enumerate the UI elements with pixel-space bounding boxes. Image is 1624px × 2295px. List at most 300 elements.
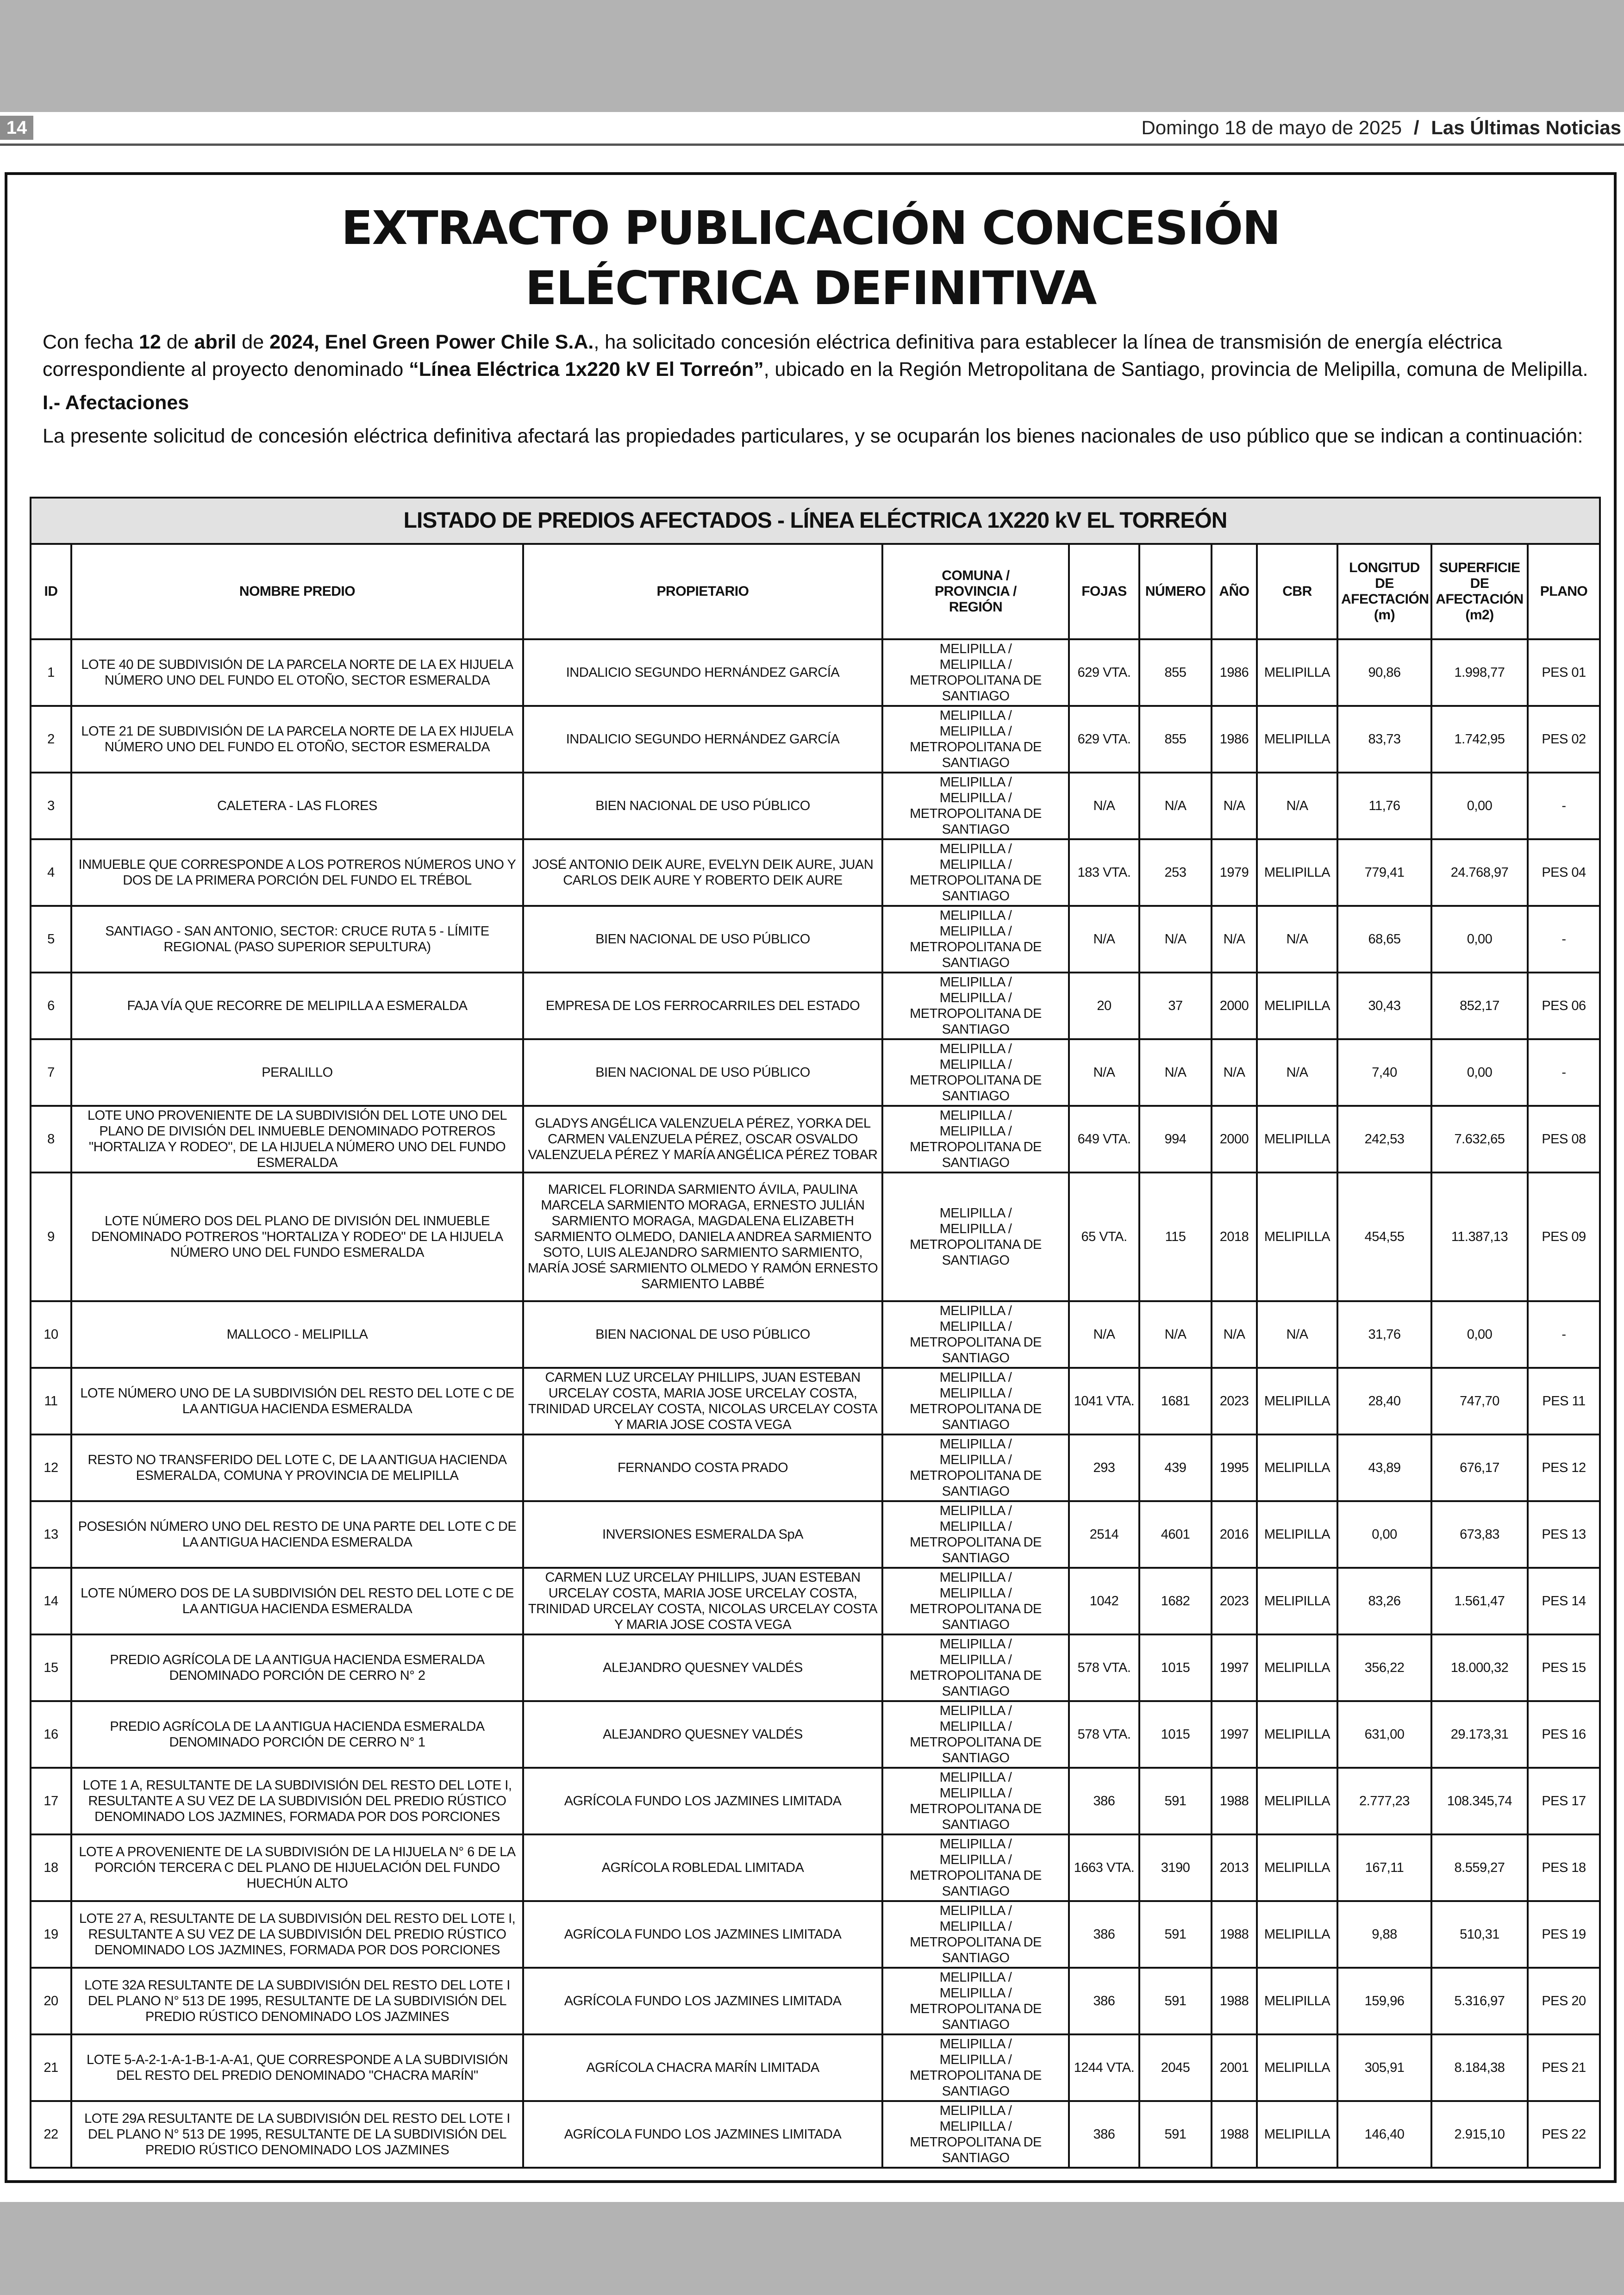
table-header-row — [31, 544, 1600, 639]
cell-plano: PES 20 — [1528, 1968, 1600, 2034]
cell-superficie: 5.316,97 — [1431, 1968, 1528, 2034]
cell-cbr: MELIPILLA — [1257, 1634, 1337, 1701]
cell-plano: PES 16 — [1528, 1701, 1600, 1768]
cell-fojas: 2514 — [1069, 1501, 1139, 1568]
cell-longitud: 167,11 — [1337, 1834, 1431, 1901]
region-line: METROPOLITANA DE SANTIAGO — [910, 740, 1042, 770]
region-line: MELIPILLA / — [939, 1057, 1012, 1072]
cell-nombre: INMUEBLE QUE CORRESPONDE A LOS POTREROS NÚMEROS UNO Y DOS DE LA PRIMERA PORCIÓN DEL FUNDO EL TRÉBOL — [71, 839, 523, 906]
col-plano: PLANO — [1528, 544, 1600, 639]
cell-cbr: MELIPILLA — [1257, 639, 1337, 706]
cell-nombre: LOTE NÚMERO DOS DEL PLANO DE DIVISIÓN DEL INMUEBLE DENOMINADO POTREROS "HORTALIZA Y RODEO" DE LA HIJUELA NÚMERO UNO DEL FUNDO ESMERALDA — [71, 1172, 523, 1301]
cell-id: 13 — [31, 1501, 71, 1568]
cell-plano: - — [1528, 1039, 1600, 1106]
region-line: MELIPILLA / — [939, 1453, 1012, 1467]
cell-superficie: 8.559,27 — [1431, 1834, 1528, 1901]
table-row — [31, 1834, 1600, 1901]
region-line: MELIPILLA / — [939, 1437, 1012, 1452]
cell-plano: PES 08 — [1528, 1106, 1600, 1172]
cell-superficie: 1.561,47 — [1431, 1568, 1528, 1634]
region-line: MELIPILLA / — [939, 1303, 1012, 1318]
intro-text: Con fecha — [43, 331, 139, 353]
cell-id: 20 — [31, 1968, 71, 2034]
table-row — [31, 1106, 1600, 1172]
table-row — [31, 1701, 1600, 1768]
cell-propietario: BIEN NACIONAL DE USO PÚBLICO — [523, 1039, 882, 1106]
cell-numero: 3190 — [1139, 1834, 1212, 1901]
region-line: METROPOLITANA DE SANTIAGO — [910, 1935, 1042, 1965]
cell-propietario: CARMEN LUZ URCELAY PHILLIPS, JUAN ESTEBAN URCELAY COSTA, MARIA JOSE URCELAY COSTA, TRINIDAD URCELAY COSTA, NICOLAS URCELAY COSTA Y MARIA JOSE COSTA VEGA — [523, 1368, 882, 1434]
cell-id: 3 — [31, 773, 71, 839]
cell-fojas: 629 VTA. — [1069, 706, 1139, 773]
intro-project: “Línea Eléctrica 1x220 kV El Torreón” — [409, 358, 764, 380]
intro-paragraph — [43, 329, 1589, 383]
cell-superficie: 8.184,38 — [1431, 2034, 1528, 2101]
cell-cbr: MELIPILLA — [1257, 706, 1337, 773]
cell-region — [882, 906, 1069, 973]
cell-nombre: LOTE 40 DE SUBDIVISIÓN DE LA PARCELA NORTE DE LA EX HIJUELA NÚMERO UNO DEL FUNDO EL OTOÑO, SECTOR ESMERALDA — [71, 639, 523, 706]
cell-fojas: 1041 VTA. — [1069, 1368, 1139, 1434]
cell-longitud: 356,22 — [1337, 1634, 1431, 1701]
cell-superficie: 1.742,95 — [1431, 706, 1528, 773]
region-line: MELIPILLA / — [939, 1653, 1012, 1667]
cell-region — [882, 1039, 1069, 1106]
cell-superficie: 0,00 — [1431, 1039, 1528, 1106]
region-line: MELIPILLA / — [939, 2037, 1012, 2052]
affected-properties-table-wrap — [30, 497, 1599, 2169]
cell-fojas: 386 — [1069, 1768, 1139, 1834]
cell-superficie: 676,17 — [1431, 1434, 1528, 1501]
cell-propietario: INVERSIONES ESMERALDA SpA — [523, 1501, 882, 1568]
cell-longitud: 90,86 — [1337, 639, 1431, 706]
region-line: MELIPILLA / — [939, 708, 1012, 723]
cell-region — [882, 1768, 1069, 1834]
cell-region — [882, 2034, 1069, 2101]
cell-plano: PES 06 — [1528, 973, 1600, 1039]
region-line: MELIPILLA / — [939, 857, 1012, 872]
cell-anio: 1988 — [1212, 1768, 1257, 1834]
cell-anio: 2000 — [1212, 1106, 1257, 1172]
cell-nombre: LOTE 1 A, RESULTANTE DE LA SUBDIVISIÓN DEL RESTO DEL LOTE I, RESULTANTE A SU VEZ DE LA SUBDIVISIÓN DEL PREDIO RÚSTICO DENOMINADO LOS JAZMINES, FORMADA POR DOS PORCIONES — [71, 1768, 523, 1834]
cell-id: 9 — [31, 1172, 71, 1301]
cell-cbr: N/A — [1257, 1301, 1337, 1368]
cell-plano: PES 02 — [1528, 706, 1600, 773]
cell-id: 4 — [31, 839, 71, 906]
cell-nombre: RESTO NO TRANSFERIDO DEL LOTE C, DE LA ANTIGUA HACIENDA ESMERALDA, COMUNA Y PROVINCIA DE MELIPILLA — [71, 1434, 523, 1501]
region-line: MELIPILLA / — [939, 791, 1012, 805]
cell-anio: N/A — [1212, 906, 1257, 973]
cell-fojas: 386 — [1069, 1968, 1139, 2034]
cell-longitud: 83,73 — [1337, 706, 1431, 773]
cell-longitud: 242,53 — [1337, 1106, 1431, 1172]
cell-cbr: N/A — [1257, 773, 1337, 839]
cell-fojas: 1244 VTA. — [1069, 2034, 1139, 2101]
cell-propietario: CARMEN LUZ URCELAY PHILLIPS, JUAN ESTEBAN URCELAY COSTA, MARIA JOSE URCELAY COSTA, TRINIDAD URCELAY COSTA, NICOLAS URCELAY COSTA Y MARIA JOSE COSTA VEGA — [523, 1568, 882, 1634]
region-line: MELIPILLA / — [939, 1770, 1012, 1785]
cell-longitud: 30,43 — [1337, 973, 1431, 1039]
cell-superficie: 7.632,65 — [1431, 1106, 1528, 1172]
region-line: MELIPILLA / — [939, 1041, 1012, 1056]
cell-cbr: MELIPILLA — [1257, 1568, 1337, 1634]
cell-id: 14 — [31, 1568, 71, 1634]
cell-numero: 1015 — [1139, 1634, 1212, 1701]
cell-superficie: 852,17 — [1431, 973, 1528, 1039]
cell-anio: 2001 — [1212, 2034, 1257, 2101]
region-line: MELIPILLA / — [939, 2119, 1012, 2134]
cell-anio: 2018 — [1212, 1172, 1257, 1301]
region-line: MELIPILLA / — [939, 1370, 1012, 1385]
cell-plano: PES 14 — [1528, 1568, 1600, 1634]
cell-longitud: 305,91 — [1337, 2034, 1431, 2101]
table-row — [31, 1434, 1600, 1501]
cell-superficie: 673,83 — [1431, 1501, 1528, 1568]
cell-nombre: PREDIO AGRÍCOLA DE LA ANTIGUA HACIENDA ESMERALDA DENOMINADO PORCIÓN DE CERRO N° 1 — [71, 1701, 523, 1768]
cell-numero: 855 — [1139, 706, 1212, 773]
intro-text: , ha solicitado concesión eléctrica definitiva para establecer la línea de transmisión de energía eléctrica correspondiente al proyecto denominado — [43, 331, 1502, 380]
cell-region — [882, 973, 1069, 1039]
region-line: MELIPILLA / — [939, 1108, 1012, 1123]
cell-propietario: AGRÍCOLA FUNDO LOS JAZMINES LIMITADA — [523, 1901, 882, 1968]
table-row — [31, 1901, 1600, 1968]
intro-text: , ubicado en la Región Metropolitana de Santiago, provincia de Melipilla, comuna de Melipilla. — [763, 358, 1588, 380]
cell-plano: PES 22 — [1528, 2101, 1600, 2168]
cell-propietario: BIEN NACIONAL DE USO PÚBLICO — [523, 773, 882, 839]
region-line: MELIPILLA / — [939, 908, 1012, 923]
cell-longitud: 28,40 — [1337, 1368, 1431, 1434]
region-line: MELIPILLA / — [939, 1986, 1012, 2001]
region-line: MELIPILLA / — [939, 924, 1012, 939]
region-line: MELIPILLA / — [939, 1519, 1012, 1534]
cell-nombre: FAJA VÍA QUE RECORRE DE MELIPILLA A ESMERALDA — [71, 973, 523, 1039]
cell-anio: 1986 — [1212, 706, 1257, 773]
table-row — [31, 1568, 1600, 1634]
cell-id: 15 — [31, 1634, 71, 1701]
cell-propietario: ALEJANDRO QUESNEY VALDÉS — [523, 1701, 882, 1768]
cell-id: 17 — [31, 1768, 71, 1834]
cell-cbr: N/A — [1257, 1039, 1337, 1106]
cell-anio: N/A — [1212, 773, 1257, 839]
cell-superficie: 0,00 — [1431, 773, 1528, 839]
cell-fojas: 649 VTA. — [1069, 1106, 1139, 1172]
region-line: MELIPILLA / — [939, 2052, 1012, 2067]
cell-nombre: SANTIAGO - SAN ANTONIO, SECTOR: CRUCE RUTA 5 - LÍMITE REGIONAL (PASO SUPERIOR SEPULTURA) — [71, 906, 523, 973]
cell-propietario: AGRÍCOLA FUNDO LOS JAZMINES LIMITADA — [523, 1768, 882, 1834]
cell-region — [882, 1568, 1069, 1634]
col-id: ID — [31, 544, 71, 639]
affected-properties-table — [30, 497, 1601, 2169]
cell-id: 18 — [31, 1834, 71, 1901]
cell-numero: 855 — [1139, 639, 1212, 706]
cell-superficie: 1.998,77 — [1431, 639, 1528, 706]
region-line: MELIPILLA / — [939, 1503, 1012, 1518]
cell-plano: - — [1528, 906, 1600, 973]
region-line: MELIPILLA / — [939, 1903, 1012, 1918]
table-row — [31, 906, 1600, 973]
cell-propietario: JOSÉ ANTONIO DEIK AURE, EVELYN DEIK AURE, JUAN CARLOS DEIK AURE Y ROBERTO DEIK AURE — [523, 839, 882, 906]
cell-superficie: 747,70 — [1431, 1368, 1528, 1434]
cell-propietario: AGRÍCOLA ROBLEDAL LIMITADA — [523, 1834, 882, 1901]
cell-region — [882, 2101, 1069, 2168]
cell-plano: PES 11 — [1528, 1368, 1600, 1434]
cell-nombre: LOTE 21 DE SUBDIVISIÓN DE LA PARCELA NORTE DE LA EX HIJUELA NÚMERO UNO DEL FUNDO EL OTOÑO, SECTOR ESMERALDA — [71, 706, 523, 773]
cell-cbr: N/A — [1257, 906, 1337, 973]
notice-title-line-1: EXTRACTO PUBLICACIÓN CONCESIÓN — [341, 201, 1280, 255]
region-line: MELIPILLA / — [939, 724, 1012, 739]
table-row — [31, 1039, 1600, 1106]
table-row — [31, 1634, 1600, 1701]
cell-propietario: INDALICIO SEGUNDO HERNÁNDEZ GARCÍA — [523, 639, 882, 706]
cell-nombre: PREDIO AGRÍCOLA DE LA ANTIGUA HACIENDA ESMERALDA DENOMINADO PORCIÓN DE CERRO N° 2 — [71, 1634, 523, 1701]
region-line: METROPOLITANA DE SANTIAGO — [910, 1073, 1042, 1104]
region-line: METROPOLITANA DE SANTIAGO — [910, 1602, 1042, 1632]
cell-anio: 1979 — [1212, 839, 1257, 906]
cell-region — [882, 1172, 1069, 1301]
cell-superficie: 11.387,13 — [1431, 1172, 1528, 1301]
col-anio: AÑO — [1212, 544, 1257, 639]
cell-propietario: GLADYS ANGÉLICA VALENZUELA PÉREZ, YORKA DEL CARMEN VALENZUELA PÉREZ, OSCAR OSVALDO VALENZUELA PÉREZ Y MARÍA ANGÉLICA PÉREZ TOBAR — [523, 1106, 882, 1172]
region-line: MELIPILLA / — [939, 1719, 1012, 1734]
cell-longitud: 779,41 — [1337, 839, 1431, 906]
cell-longitud: 631,00 — [1337, 1701, 1431, 1768]
region-line: MELIPILLA / — [939, 991, 1012, 1005]
cell-superficie: 18.000,32 — [1431, 1634, 1528, 1701]
cell-fojas: 578 VTA. — [1069, 1634, 1139, 1701]
notice-title — [7, 198, 1614, 318]
notice-intro — [43, 329, 1589, 450]
cell-cbr: MELIPILLA — [1257, 1172, 1337, 1301]
cell-id: 2 — [31, 706, 71, 773]
region-line: METROPOLITANA DE SANTIAGO — [910, 940, 1042, 970]
table-row — [31, 1501, 1600, 1568]
cell-numero: 253 — [1139, 839, 1212, 906]
intro-company: Enel Green Power Chile S.A. — [325, 331, 594, 353]
intro-text — [319, 331, 325, 353]
cell-cbr: MELIPILLA — [1257, 1106, 1337, 1172]
cell-id: 12 — [31, 1434, 71, 1501]
region-line: MELIPILLA / — [939, 1222, 1012, 1236]
header-rule — [0, 143, 1624, 146]
cell-region — [882, 839, 1069, 906]
cell-plano: PES 09 — [1528, 1172, 1600, 1301]
cell-plano: PES 17 — [1528, 1768, 1600, 1834]
cell-superficie: 108.345,74 — [1431, 1768, 1528, 1834]
cell-numero: N/A — [1139, 773, 1212, 839]
region-line: MELIPILLA / — [939, 1919, 1012, 1934]
cell-anio: 1997 — [1212, 1634, 1257, 1701]
region-line: MELIPILLA / — [939, 1970, 1012, 1985]
cell-anio: N/A — [1212, 1039, 1257, 1106]
region-line: MELIPILLA / — [939, 1124, 1012, 1139]
region-line: MELIPILLA / — [939, 2103, 1012, 2118]
cell-fojas: N/A — [1069, 906, 1139, 973]
cell-longitud: 146,40 — [1337, 2101, 1431, 2168]
cell-plano: PES 01 — [1528, 639, 1600, 706]
cell-cbr: MELIPILLA — [1257, 1968, 1337, 2034]
cell-longitud: 43,89 — [1337, 1434, 1431, 1501]
cell-region — [882, 1968, 1069, 2034]
table-row — [31, 1301, 1600, 1368]
cell-propietario: AGRÍCOLA CHACRA MARÍN LIMITADA — [523, 2034, 882, 2101]
cell-fojas: 1042 — [1069, 1568, 1139, 1634]
table-title: LISTADO DE PREDIOS AFECTADOS - LÍNEA ELÉCTRICA 1X220 kV EL TORREÓN — [31, 498, 1600, 544]
cell-numero: 115 — [1139, 1172, 1212, 1301]
cell-anio: N/A — [1212, 1301, 1257, 1368]
page-number: 14 — [0, 116, 33, 140]
cell-numero: 37 — [1139, 973, 1212, 1039]
cell-cbr: MELIPILLA — [1257, 839, 1337, 906]
cell-longitud: 11,76 — [1337, 773, 1431, 839]
region-line: METROPOLITANA DE SANTIAGO — [910, 2068, 1042, 2099]
cell-id: 7 — [31, 1039, 71, 1106]
cell-nombre: LOTE NÚMERO DOS DE LA SUBDIVISIÓN DEL RESTO DEL LOTE C DE LA ANTIGUA HACIENDA ESMERALDA — [71, 1568, 523, 1634]
cell-nombre: LOTE 29A RESULTANTE DE LA SUBDIVISIÓN DEL RESTO DEL LOTE I DEL PLANO N° 513 DE 1995, RESULTANTE DE LA SUBDIVISIÓN DEL PREDIO RÚSTICO DENOMINADO LOS JAZMINES — [71, 2101, 523, 2168]
table-row — [31, 639, 1600, 706]
region-line: MELIPILLA / — [939, 1703, 1012, 1718]
cell-nombre: LOTE A PROVENIENTE DE LA SUBDIVISIÓN DE LA HIJUELA N° 6 DE LA PORCIÓN TERCERA C DEL PLANO DE HIJUELACIÓN DEL FUNDO HUECHÚN ALTO — [71, 1834, 523, 1901]
table-row — [31, 706, 1600, 773]
cell-region — [882, 1634, 1069, 1701]
cell-nombre: LOTE 5-A-2-1-A-1-B-1-A-A1, QUE CORRESPONDE A LA SUBDIVISIÓN DEL RESTO DEL PREDIO DENOMINADO "CHACRA MARÍN" — [71, 2034, 523, 2101]
region-line: METROPOLITANA DE SANTIAGO — [910, 1535, 1042, 1565]
cell-nombre: LOTE NÚMERO UNO DE LA SUBDIVISIÓN DEL RESTO DEL LOTE C DE LA ANTIGUA HACIENDA ESMERALDA — [71, 1368, 523, 1434]
cell-id: 5 — [31, 906, 71, 973]
cell-superficie: 2.915,10 — [1431, 2101, 1528, 2168]
cell-superficie: 0,00 — [1431, 1301, 1528, 1368]
cell-nombre: CALETERA - LAS FLORES — [71, 773, 523, 839]
cell-numero: 994 — [1139, 1106, 1212, 1172]
col-nombre-predio: NOMBRE PREDIO — [71, 544, 523, 639]
col-longitud: LONGITUD DE AFECTACIÓN (m) — [1337, 544, 1431, 639]
cell-region — [882, 1501, 1069, 1568]
cell-anio: 2016 — [1212, 1501, 1257, 1568]
cell-fojas: 65 VTA. — [1069, 1172, 1139, 1301]
cell-region — [882, 706, 1069, 773]
region-line: METROPOLITANA DE SANTIAGO — [910, 806, 1042, 837]
cell-id: 22 — [31, 2101, 71, 2168]
cell-superficie: 510,31 — [1431, 1901, 1528, 1968]
cell-plano: PES 15 — [1528, 1634, 1600, 1701]
cell-anio: 1986 — [1212, 639, 1257, 706]
cell-fojas: 293 — [1069, 1434, 1139, 1501]
region-line: MELIPILLA / — [939, 657, 1012, 672]
cell-region — [882, 1701, 1069, 1768]
region-line: METROPOLITANA DE SANTIAGO — [910, 1140, 1042, 1170]
cell-anio: 1988 — [1212, 2101, 1257, 2168]
cell-anio: 2013 — [1212, 1834, 1257, 1901]
region-line: METROPOLITANA DE SANTIAGO — [910, 1468, 1042, 1499]
cell-numero: 1015 — [1139, 1701, 1212, 1768]
cell-fojas: 386 — [1069, 1901, 1139, 1968]
col-propietario: PROPIETARIO — [523, 544, 882, 639]
table-row — [31, 1368, 1600, 1434]
cell-numero: 591 — [1139, 2101, 1212, 2168]
cell-anio: 1988 — [1212, 1901, 1257, 1968]
cell-numero: 591 — [1139, 1968, 1212, 2034]
page-header — [0, 112, 1624, 143]
cell-region — [882, 1834, 1069, 1901]
region-line: MELIPILLA / — [939, 842, 1012, 856]
cell-id: 19 — [31, 1901, 71, 1968]
region-line: METROPOLITANA DE SANTIAGO — [910, 1335, 1042, 1366]
cell-plano: PES 13 — [1528, 1501, 1600, 1568]
region-line: MELIPILLA / — [939, 1586, 1012, 1601]
cell-anio: 1988 — [1212, 1968, 1257, 2034]
cell-numero: 1681 — [1139, 1368, 1212, 1434]
region-line: METROPOLITANA DE SANTIAGO — [910, 1237, 1042, 1268]
cell-nombre: LOTE 27 A, RESULTANTE DE LA SUBDIVISIÓN DEL RESTO DEL LOTE I, RESULTANTE A SU VEZ DE LA SUBDIVISIÓN DEL PREDIO RÚSTICO DENOMINADO LOS JAZMINES, FORMADA POR DOS PORCIONES — [71, 1901, 523, 1968]
cell-longitud: 31,76 — [1337, 1301, 1431, 1368]
cell-plano: - — [1528, 773, 1600, 839]
region-line: MELIPILLA / — [939, 1852, 1012, 1867]
cell-anio: 2000 — [1212, 973, 1257, 1039]
cell-region — [882, 773, 1069, 839]
region-line: MELIPILLA / — [939, 1386, 1012, 1401]
col-comuna: COMUNA / PROVINCIA / REGIÓN — [882, 544, 1069, 639]
table-row — [31, 1172, 1600, 1301]
cell-superficie: 29.173,31 — [1431, 1701, 1528, 1768]
cell-propietario: BIEN NACIONAL DE USO PÚBLICO — [523, 1301, 882, 1368]
cell-id: 6 — [31, 973, 71, 1039]
cell-cbr: MELIPILLA — [1257, 1901, 1337, 1968]
cell-propietario: MARICEL FLORINDA SARMIENTO ÁVILA, PAULINA MARCELA SARMIENTO MORAGA, ERNESTO JULIÁN SARMIENTO MORAGA, MAGDALENA ELIZABETH SARMIENTO OLMEDO, DANIELA ANDREA SARMIENTO SOTO, LUIS ALEJANDRO SARMIENTO SARMIENTO, MARÍA JOSÉ SARMIENTO OLMEDO Y RAMÓN ERNESTO SARMIENTO LABBÉ — [523, 1172, 882, 1301]
cell-longitud: 68,65 — [1337, 906, 1431, 973]
cell-nombre: LOTE UNO PROVENIENTE DE LA SUBDIVISIÓN DEL LOTE UNO DEL PLANO DE DIVISIÓN DEL INMUEBLE DENOMINADO POTREROS "HORTALIZA Y RODEO", DE LA HIJUELA NÚMERO UNO DEL FUNDO ESMERALDA — [71, 1106, 523, 1172]
cell-fojas: N/A — [1069, 1039, 1139, 1106]
cell-anio: 2023 — [1212, 1568, 1257, 1634]
cell-cbr: MELIPILLA — [1257, 1368, 1337, 1434]
region-line: MELIPILLA / — [939, 1206, 1012, 1221]
cell-longitud: 159,96 — [1337, 1968, 1431, 2034]
cell-cbr: MELIPILLA — [1257, 1834, 1337, 1901]
region-line: METROPOLITANA DE SANTIAGO — [910, 1402, 1042, 1432]
cell-anio: 1997 — [1212, 1701, 1257, 1768]
region-line: MELIPILLA / — [939, 775, 1012, 790]
cell-numero: 1682 — [1139, 1568, 1212, 1634]
region-line: METROPOLITANA DE SANTIAGO — [910, 1868, 1042, 1899]
cell-propietario: FERNANDO COSTA PRADO — [523, 1434, 882, 1501]
cell-plano: - — [1528, 1301, 1600, 1368]
cell-plano: PES 12 — [1528, 1434, 1600, 1501]
intro-text: de — [161, 331, 194, 353]
cell-id: 11 — [31, 1368, 71, 1434]
cell-cbr: MELIPILLA — [1257, 973, 1337, 1039]
header-separator: / — [1413, 117, 1419, 138]
table-row — [31, 2034, 1600, 2101]
col-superficie: SUPERFICIE DE AFECTACIÓN (m2) — [1431, 544, 1528, 639]
cell-propietario: EMPRESA DE LOS FERROCARRILES DEL ESTADO — [523, 973, 882, 1039]
cell-region — [882, 1106, 1069, 1172]
table-row — [31, 839, 1600, 906]
cell-propietario: INDALICIO SEGUNDO HERNÁNDEZ GARCÍA — [523, 706, 882, 773]
cell-cbr: MELIPILLA — [1257, 1768, 1337, 1834]
cell-fojas: 386 — [1069, 2101, 1139, 2168]
col-fojas: FOJAS — [1069, 544, 1139, 639]
cell-plano: PES 04 — [1528, 839, 1600, 906]
region-line: MELIPILLA / — [939, 1319, 1012, 1334]
region-line: METROPOLITANA DE SANTIAGO — [910, 2002, 1042, 2032]
region-line: MELIPILLA / — [939, 975, 1012, 990]
cell-anio: 2023 — [1212, 1368, 1257, 1434]
cell-numero: N/A — [1139, 906, 1212, 973]
region-line: MELIPILLA / — [939, 1837, 1012, 1852]
cell-region — [882, 1301, 1069, 1368]
cell-id: 8 — [31, 1106, 71, 1172]
region-line: METROPOLITANA DE SANTIAGO — [910, 1802, 1042, 1832]
header-date: Domingo 18 de mayo de 2025 — [1141, 117, 1402, 138]
region-line: METROPOLITANA DE SANTIAGO — [910, 1735, 1042, 1765]
cell-fojas: 20 — [1069, 973, 1139, 1039]
intro-month: abril — [194, 331, 237, 353]
